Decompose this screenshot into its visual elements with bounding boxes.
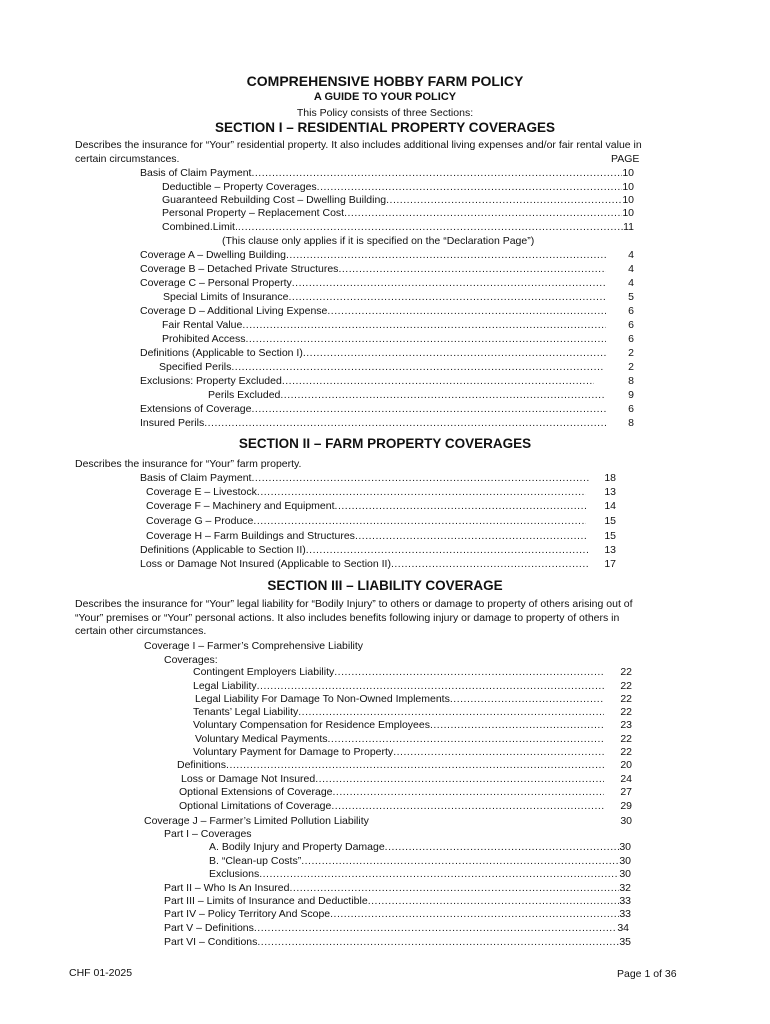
toc-entry-page: 8 bbox=[628, 417, 634, 429]
leader-dots bbox=[335, 499, 586, 513]
toc-entry[interactable] bbox=[193, 705, 604, 719]
toc-entry-label: Coverage D – Additional Living Expense bbox=[140, 305, 328, 317]
leader-dots bbox=[430, 718, 604, 732]
toc-entry-label: Coverage C – Personal Property bbox=[140, 277, 292, 289]
form-code: CHF 01-2025 bbox=[69, 967, 133, 979]
toc-entry[interactable] bbox=[193, 679, 604, 693]
toc-entry-label: Loss or Damage Not Insured bbox=[181, 773, 316, 785]
leader-dots bbox=[257, 679, 604, 693]
leader-dots bbox=[298, 705, 604, 719]
leader-dots bbox=[226, 758, 604, 772]
toc-entry-page: 13 bbox=[604, 544, 616, 556]
leader-dots bbox=[242, 318, 606, 332]
toc-entry[interactable] bbox=[179, 785, 604, 799]
toc-entry[interactable] bbox=[164, 935, 631, 949]
toc-entry-page: 14 bbox=[604, 500, 616, 512]
toc-entry-label: Optional Limitations of Coverage bbox=[179, 800, 332, 812]
toc-entry-label: Insured Perils bbox=[140, 417, 205, 429]
toc-entry-page: 24 bbox=[620, 773, 632, 785]
leader-dots bbox=[286, 248, 606, 262]
toc-entry[interactable] bbox=[162, 193, 634, 207]
toc-entry-page: 17 bbox=[604, 558, 616, 570]
toc-entry-page: 4 bbox=[628, 249, 634, 261]
policy-intro: This Policy consists of three Sections: bbox=[296, 107, 474, 119]
leader-dots bbox=[317, 180, 623, 194]
toc-entry-page: 29 bbox=[620, 800, 632, 812]
toc-entry-page: 6 bbox=[628, 305, 634, 317]
toc-entry-label: Coverage E – Livestock bbox=[146, 486, 257, 498]
toc-entry-label: Prohibited Access bbox=[162, 333, 246, 345]
toc-entry[interactable] bbox=[164, 907, 631, 921]
section-3-desc-line-1: Describes the insurance for “Your” legal liability for “Bodily Injury” to others or damage to property of others arising out of bbox=[75, 598, 633, 610]
toc-entry-label: Coverage A – Dwelling Building bbox=[140, 249, 286, 261]
coverage-j-page: 30 bbox=[620, 815, 632, 827]
leader-dots bbox=[391, 557, 590, 571]
toc-entry[interactable] bbox=[209, 840, 631, 854]
toc-entry-page: 6 bbox=[628, 333, 634, 345]
section-2-description: Describes the insurance for “Your” farm property. bbox=[75, 458, 302, 470]
toc-entry-page: 22 bbox=[620, 693, 632, 705]
toc-entry-label: Definitions (Applicable to Section II) bbox=[140, 544, 306, 556]
toc-entry-page: 15 bbox=[604, 530, 616, 542]
toc-entry-page: 2 bbox=[628, 361, 634, 373]
toc-entry-label: Contingent Employers Liability bbox=[193, 666, 335, 678]
toc-entry-page: 22 bbox=[620, 680, 632, 692]
leader-dots bbox=[385, 840, 620, 854]
leader-dots bbox=[344, 206, 622, 220]
toc-entry[interactable] bbox=[209, 867, 631, 881]
toc-entry[interactable] bbox=[140, 262, 606, 276]
leader-dots bbox=[306, 543, 590, 557]
leader-dots bbox=[327, 304, 606, 318]
toc-entry[interactable] bbox=[209, 854, 631, 868]
coverages-label: Coverages: bbox=[164, 654, 218, 666]
toc-entry-label: Personal Property – Replacement Cost bbox=[162, 207, 345, 219]
leader-dots bbox=[338, 262, 606, 276]
section-3-desc-line-3: certain other circumstances. bbox=[75, 625, 207, 637]
toc-entry[interactable] bbox=[195, 692, 604, 706]
leader-dots bbox=[238, 220, 623, 234]
toc-entry-label: Deductible – Property Coverages bbox=[162, 181, 317, 193]
toc-entry[interactable] bbox=[163, 290, 606, 304]
toc-entry-page: 11 bbox=[623, 221, 634, 233]
leader-dots bbox=[393, 745, 604, 759]
leader-dots bbox=[254, 921, 617, 935]
toc-entry-page: 10 bbox=[622, 194, 634, 206]
toc-entry-page: 10 bbox=[622, 167, 634, 179]
leader-dots bbox=[280, 388, 604, 402]
leader-dots bbox=[330, 907, 619, 921]
leader-dots bbox=[251, 402, 606, 416]
toc-entry-label: Voluntary Compensation for Residence Employees bbox=[193, 719, 430, 731]
leader-dots bbox=[251, 471, 590, 485]
leader-dots bbox=[368, 894, 620, 908]
toc-entry-page: 2 bbox=[628, 347, 634, 359]
toc-entry-page: 32 bbox=[619, 882, 631, 894]
toc-entry-page: 22 bbox=[620, 706, 632, 718]
toc-entry-label: Loss or Damage Not Insured (Applicable to Section II) bbox=[140, 558, 391, 570]
toc-entry-label: Basis of Claim Payment bbox=[140, 167, 252, 179]
toc-entry[interactable] bbox=[140, 402, 606, 416]
leader-dots bbox=[257, 485, 586, 499]
toc-entry-page: 27 bbox=[620, 786, 632, 798]
toc-entry-label: Part VI – Conditions bbox=[164, 936, 258, 948]
toc-entry-label: Exclusions bbox=[209, 868, 260, 880]
leader-dots bbox=[282, 374, 594, 388]
toc-entry-label: Extensions of Coverage bbox=[140, 403, 252, 415]
toc-entry-page: 20 bbox=[620, 759, 632, 771]
leader-dots bbox=[289, 881, 619, 895]
toc-entry-label: Optional Extensions of Coverage bbox=[179, 786, 333, 798]
page-number: Page 1 of 36 bbox=[617, 968, 677, 980]
toc-entry-label: B. “Clean-up Costs” bbox=[209, 855, 302, 867]
toc-entry[interactable] bbox=[164, 881, 631, 895]
leader-dots bbox=[303, 346, 606, 360]
leader-dots bbox=[231, 360, 604, 374]
section-1-description bbox=[75, 139, 695, 166]
toc-entry[interactable] bbox=[140, 374, 594, 388]
section-3-title: SECTION III – LIABILITY COVERAGE bbox=[267, 578, 503, 593]
toc-entry[interactable] bbox=[164, 894, 631, 908]
toc-entry[interactable] bbox=[162, 318, 606, 332]
toc-entry[interactable] bbox=[140, 276, 606, 290]
toc-entry-label: Basis of Claim Payment bbox=[140, 472, 252, 484]
toc-entry[interactable] bbox=[208, 388, 604, 402]
leader-dots bbox=[301, 854, 619, 868]
toc-entry[interactable] bbox=[162, 180, 634, 194]
toc-entry[interactable] bbox=[140, 166, 634, 180]
toc-entry-page: 13 bbox=[604, 486, 616, 498]
toc-entry-label: Definitions (Applicable to Section I) bbox=[140, 347, 303, 359]
leader-dots bbox=[334, 665, 604, 679]
toc-entry-page: 22 bbox=[620, 733, 632, 745]
part-i-heading: Part I – Coverages bbox=[164, 828, 252, 840]
toc-entry-label: Part V – Definitions bbox=[164, 922, 254, 934]
toc-entry[interactable] bbox=[146, 514, 586, 528]
toc-entry-page: 10 bbox=[622, 181, 634, 193]
section-2-title: SECTION II – FARM PROPERTY COVERAGES bbox=[238, 436, 532, 451]
toc-entry[interactable] bbox=[140, 304, 606, 318]
toc-entry-label: Part IV – Policy Territory And Scope bbox=[164, 908, 331, 920]
page-column-label: PAGE bbox=[611, 153, 640, 165]
toc-entry-label: Legal Liability For Damage To Non-Owned Implements bbox=[195, 693, 450, 705]
leader-dots bbox=[292, 276, 606, 290]
leader-dots bbox=[204, 416, 606, 430]
section-1-title: SECTION I – RESIDENTIAL PROPERTY COVERAGES bbox=[214, 120, 556, 135]
toc-entry-label: Exclusions: Property Excluded bbox=[140, 375, 282, 387]
toc-entry-page: 22 bbox=[620, 666, 632, 678]
section-3-description bbox=[75, 598, 695, 639]
toc-entry[interactable] bbox=[179, 799, 604, 813]
toc-entry-label: Voluntary Payment for Damage to Property bbox=[193, 746, 394, 758]
toc-entry-page: 22 bbox=[620, 746, 632, 758]
toc-entry-label: Special Limits of Insurance bbox=[163, 291, 289, 303]
toc-entry[interactable] bbox=[140, 346, 606, 360]
toc-entry-page: 34 bbox=[617, 922, 629, 934]
toc-entry[interactable] bbox=[164, 921, 629, 935]
toc-entry[interactable] bbox=[162, 220, 634, 234]
toc-entry[interactable] bbox=[140, 248, 606, 262]
toc-entry[interactable] bbox=[195, 732, 604, 746]
toc-entry-page: 23 bbox=[620, 719, 632, 731]
leader-dots bbox=[315, 772, 604, 786]
section-3-desc-line-2: “Your” premises or “Your” personal actions. It also includes benefits following injury or damage to property of others in bbox=[75, 611, 620, 624]
toc-entry-label: Coverage F – Machinery and Equipment bbox=[146, 500, 335, 512]
document-subtitle: A GUIDE TO YOUR POLICY bbox=[313, 91, 457, 103]
toc-entry-label: Part III – Limits of Insurance and Deductible bbox=[164, 895, 368, 907]
toc-entry[interactable] bbox=[159, 360, 604, 374]
leader-dots bbox=[386, 193, 622, 207]
toc-entry-label: Combined.Limit. bbox=[162, 221, 238, 233]
document-title: COMPREHENSIVE HOBBY FARM POLICY bbox=[246, 73, 524, 89]
toc-entry-label: Coverage G – Produce bbox=[146, 515, 254, 527]
toc-entry-page: 4 bbox=[628, 277, 634, 289]
leader-dots bbox=[327, 732, 604, 746]
toc-entry-label: Definitions bbox=[177, 759, 227, 771]
toc-entry-page: 35 bbox=[619, 936, 631, 948]
leader-dots bbox=[288, 290, 606, 304]
toc-entry-label: Coverage B – Detached Private Structures bbox=[140, 263, 339, 275]
toc-entry-page: 6 bbox=[628, 403, 634, 415]
toc-entry-label: Specified Perils bbox=[159, 361, 232, 373]
toc-entry[interactable] bbox=[140, 416, 606, 430]
toc-entry-page: 18 bbox=[604, 472, 616, 484]
toc-entry[interactable] bbox=[162, 206, 634, 220]
toc-entry[interactable] bbox=[162, 332, 606, 346]
leader-dots bbox=[331, 799, 604, 813]
toc-entry[interactable] bbox=[181, 772, 604, 786]
toc-entry-page: 8 bbox=[628, 375, 634, 387]
toc-entry-page: 15 bbox=[604, 515, 616, 527]
toc-entry-label: Part II – Who Is An Insured bbox=[164, 882, 290, 894]
section-1-desc-line-2: certain circumstances. bbox=[75, 152, 180, 165]
toc-entry[interactable] bbox=[140, 557, 590, 571]
section-1-desc-line-1: Describes the insurance for “Your” residential property. It also includes additional living expenses and/or fair rental value in bbox=[75, 139, 642, 151]
toc-entry[interactable] bbox=[177, 758, 604, 772]
toc-entry-page: 30 bbox=[619, 868, 631, 880]
toc-entry-page: 4 bbox=[628, 263, 634, 275]
toc-entry-page: 6 bbox=[628, 319, 634, 331]
leader-dots bbox=[450, 692, 604, 706]
toc-entry-page: 33 bbox=[619, 895, 631, 907]
leader-dots bbox=[257, 935, 619, 949]
toc-entry-page: 30 bbox=[619, 841, 631, 853]
toc-entry[interactable] bbox=[193, 718, 604, 732]
toc-entry-label: Tenants’ Legal Liability bbox=[193, 706, 299, 718]
toc-entry-label: Voluntary Medical Payments bbox=[195, 733, 328, 745]
leader-dots bbox=[355, 529, 586, 543]
leader-dots bbox=[253, 514, 586, 528]
toc-entry-page: 33 bbox=[619, 908, 631, 920]
toc-entry-label: Fair Rental Value bbox=[162, 319, 243, 331]
toc-entry-label: Coverage H – Farm Buildings and Structures bbox=[146, 530, 355, 542]
toc-entry[interactable] bbox=[140, 471, 590, 485]
toc-entry-page: 10 bbox=[622, 207, 634, 219]
toc-entry[interactable] bbox=[193, 665, 604, 679]
toc-entry-page: 30 bbox=[619, 855, 631, 867]
coverage-i-heading: Coverage I – Farmer’s Comprehensive Liability bbox=[144, 640, 364, 652]
leader-dots bbox=[251, 166, 622, 180]
coverage-j-heading: Coverage J – Farmer’s Limited Pollution Liability bbox=[144, 815, 369, 827]
toc-entry[interactable] bbox=[146, 485, 586, 499]
toc-entry[interactable] bbox=[140, 543, 590, 557]
leader-dots bbox=[333, 785, 604, 799]
toc-entry-page: 9 bbox=[628, 389, 634, 401]
leader-dots bbox=[245, 332, 606, 346]
toc-entry[interactable] bbox=[193, 745, 604, 759]
toc-entry[interactable] bbox=[146, 529, 586, 543]
toc-entry-label: Guaranteed Rebuilding Cost – Dwelling Building bbox=[162, 194, 387, 206]
toc-entry-label: Perils Excluded bbox=[208, 389, 281, 401]
clause-note: (This clause only applies if it is specified on the “Declaration Page”) bbox=[222, 235, 535, 247]
toc-entry[interactable] bbox=[146, 499, 586, 513]
leader-dots bbox=[259, 867, 619, 881]
toc-entry-page: 5 bbox=[628, 291, 634, 303]
toc-entry-label: A. Bodily Injury and Property Damage bbox=[209, 841, 385, 853]
toc-entry-label: Legal Liability bbox=[193, 680, 257, 692]
